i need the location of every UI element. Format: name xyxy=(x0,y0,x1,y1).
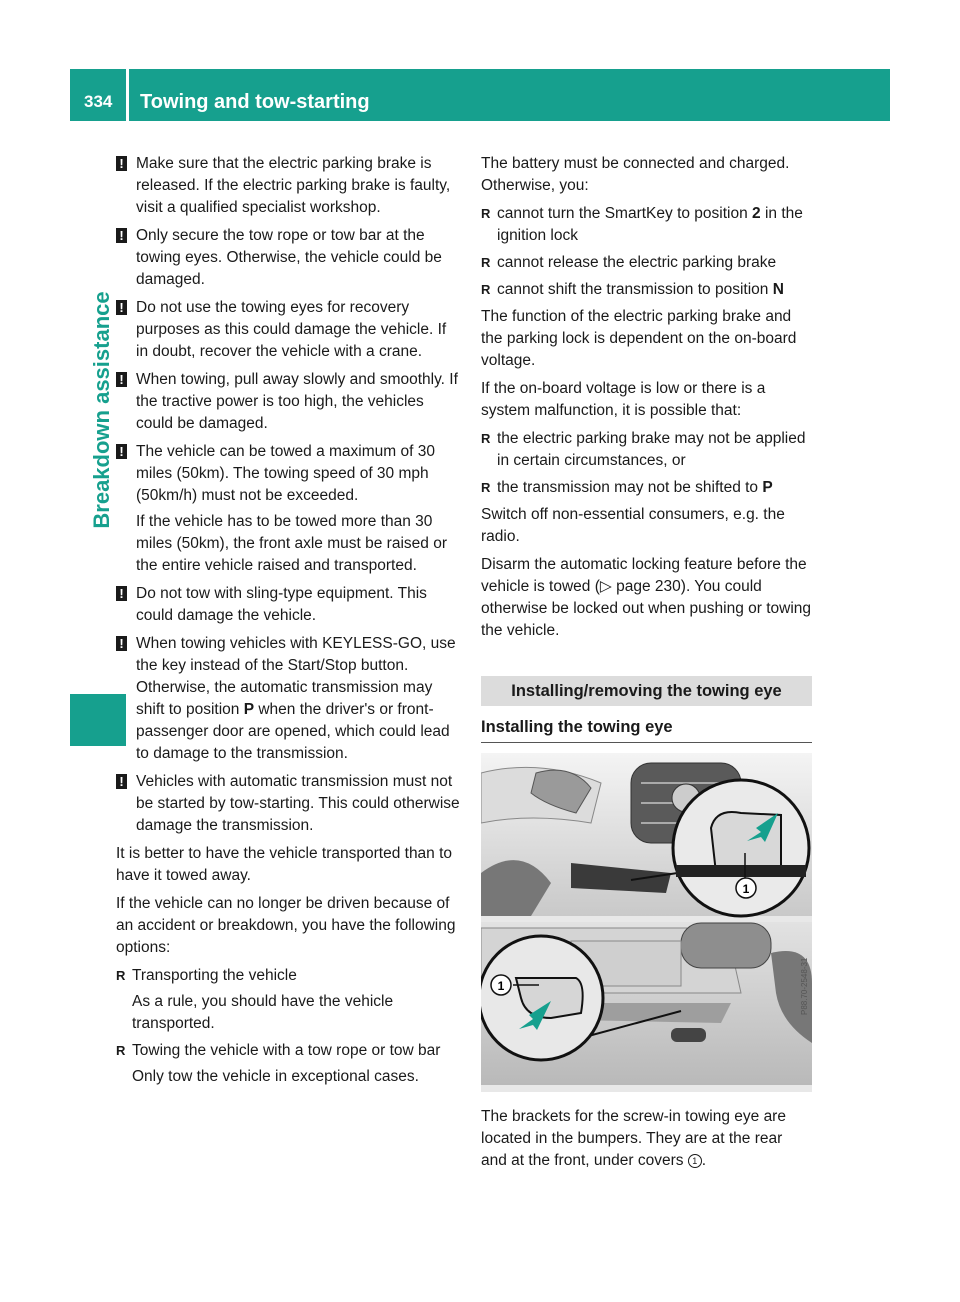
bullet-icon: R xyxy=(481,431,491,446)
paragraph: The function of the electric parking brake and the parking lock is dependent on the on-board voltage. xyxy=(481,308,797,369)
page-header xyxy=(70,69,890,121)
paragraph: If the vehicle can no longer be driven because of an accident or breakdown, you have the following options: xyxy=(116,895,456,956)
exhaust-pipe xyxy=(671,1028,706,1042)
warning-7: ! When towing vehicles with KEYLESS-GO, use the key instead of the Start/Stop button. Otherwise, the automatic transmission may shift to position P when the driver's or front-passenger door are opened, which could lead to damage to the transmission. xyxy=(116,633,462,765)
paragraph: Switch off non-essential consumers, e.g. the radio. xyxy=(481,506,785,545)
list-item: R Transporting the vehicle As a rule, you should have the vehicle transported. xyxy=(116,967,394,1032)
list-item: R cannot release the electric parking brake xyxy=(481,252,812,274)
warning-2: ! Only secure the tow rope or tow bar at the towing eyes. Otherwise, the vehicle could be damaged. xyxy=(116,225,462,291)
warning-icon: ! xyxy=(116,300,127,315)
page-reference-link[interactable]: ▷ page 230 xyxy=(599,578,681,595)
warning-icon: ! xyxy=(116,444,127,459)
subsection-heading: Installing the towing eye xyxy=(481,716,812,743)
paragraph: The battery must be connected and charged. Otherwise, you: xyxy=(481,155,790,194)
list-item: R the electric parking brake may not be applied in certain circumstances, or xyxy=(481,430,806,469)
figure-caption: The brackets for the screw-in towing eye are located in the bumpers. They are at the rear and at the front, under covers 1 . xyxy=(481,1108,786,1169)
towing-eye-figure xyxy=(481,753,812,1092)
warning-6: ! Do not tow with sling-type equipment. This could damage the vehicle. xyxy=(116,583,462,627)
bullet-icon: R xyxy=(481,206,491,221)
warning-icon: ! xyxy=(116,156,127,171)
sidebar-tab xyxy=(84,125,120,695)
warning-3: ! Do not use the towing eyes for recovery purposes as this could damage the vehicle. If in doubt, recover the vehicle with a crane. xyxy=(116,297,462,363)
header-separator xyxy=(126,69,129,121)
warning-icon: ! xyxy=(116,228,127,243)
paragraph: Disarm the automatic locking feature before the vehicle is towed (▷ page 230). You could otherwise be locked out when pushing or towing the vehicle. xyxy=(481,556,812,639)
bullet-icon: R xyxy=(481,255,491,270)
warning-4: ! When towing, pull away slowly and smoothly. If the tractive power is too high, the vehicles could be damaged. xyxy=(116,369,462,435)
taillight xyxy=(681,923,771,968)
warning-icon: ! xyxy=(116,636,127,651)
warning-5: ! The vehicle can be towed a maximum of 30 miles (50km). The towing speed of 30 mph (50km/h) must not be exceeded. If the vehicle has to be towed more than 30 miles (50km), the front axle must be raised or the entire vehicle raised and transported. xyxy=(116,441,462,577)
list-item: R cannot shift the transmission to position N xyxy=(481,279,812,301)
right-column xyxy=(481,153,812,1178)
bullet-icon: R xyxy=(116,968,126,983)
callout-icon: 1 xyxy=(688,1154,702,1168)
bullet-icon: R xyxy=(116,1043,126,1058)
section-heading: Installing/removing the towing eye xyxy=(481,676,812,706)
list-item: R cannot turn the SmartKey to position 2 in the ignition lock xyxy=(481,205,803,244)
chapter-title: Towing and tow-starting xyxy=(140,91,370,113)
warning-icon: ! xyxy=(116,372,127,387)
figure-code: P88.70-2548-31 xyxy=(800,957,809,1015)
left-column xyxy=(116,153,462,1093)
warning-8: ! Vehicles with automatic transmission must not be started by tow-starting. This could otherwise damage the transmission. xyxy=(116,771,462,837)
svg-text:1: 1 xyxy=(497,979,505,993)
svg-text:1: 1 xyxy=(742,882,750,896)
warning-1: ! Make sure that the electric parking brake is released. If the electric parking brake is faulty, visit a qualified specialist workshop. xyxy=(116,153,462,219)
warning-icon: ! xyxy=(116,586,127,601)
warning-icon: ! xyxy=(116,774,127,789)
bullet-icon: R xyxy=(481,480,491,495)
paragraph: If the on-board voltage is low or there is a system malfunction, it is possible that: xyxy=(481,380,766,419)
towing-eye-illustration xyxy=(481,753,812,1085)
sidebar-label: Breakdown assistance xyxy=(89,291,114,529)
bullet-icon: R xyxy=(481,282,491,297)
page-number: 334 xyxy=(84,92,113,111)
list-item: R Towing the vehicle with a tow rope or tow bar Only tow the vehicle in exceptional cases. xyxy=(116,1042,441,1085)
paragraph: It is better to have the vehicle transported than to have it towed away. xyxy=(116,845,453,884)
list-item: R the transmission may not be shifted to P xyxy=(481,477,812,499)
